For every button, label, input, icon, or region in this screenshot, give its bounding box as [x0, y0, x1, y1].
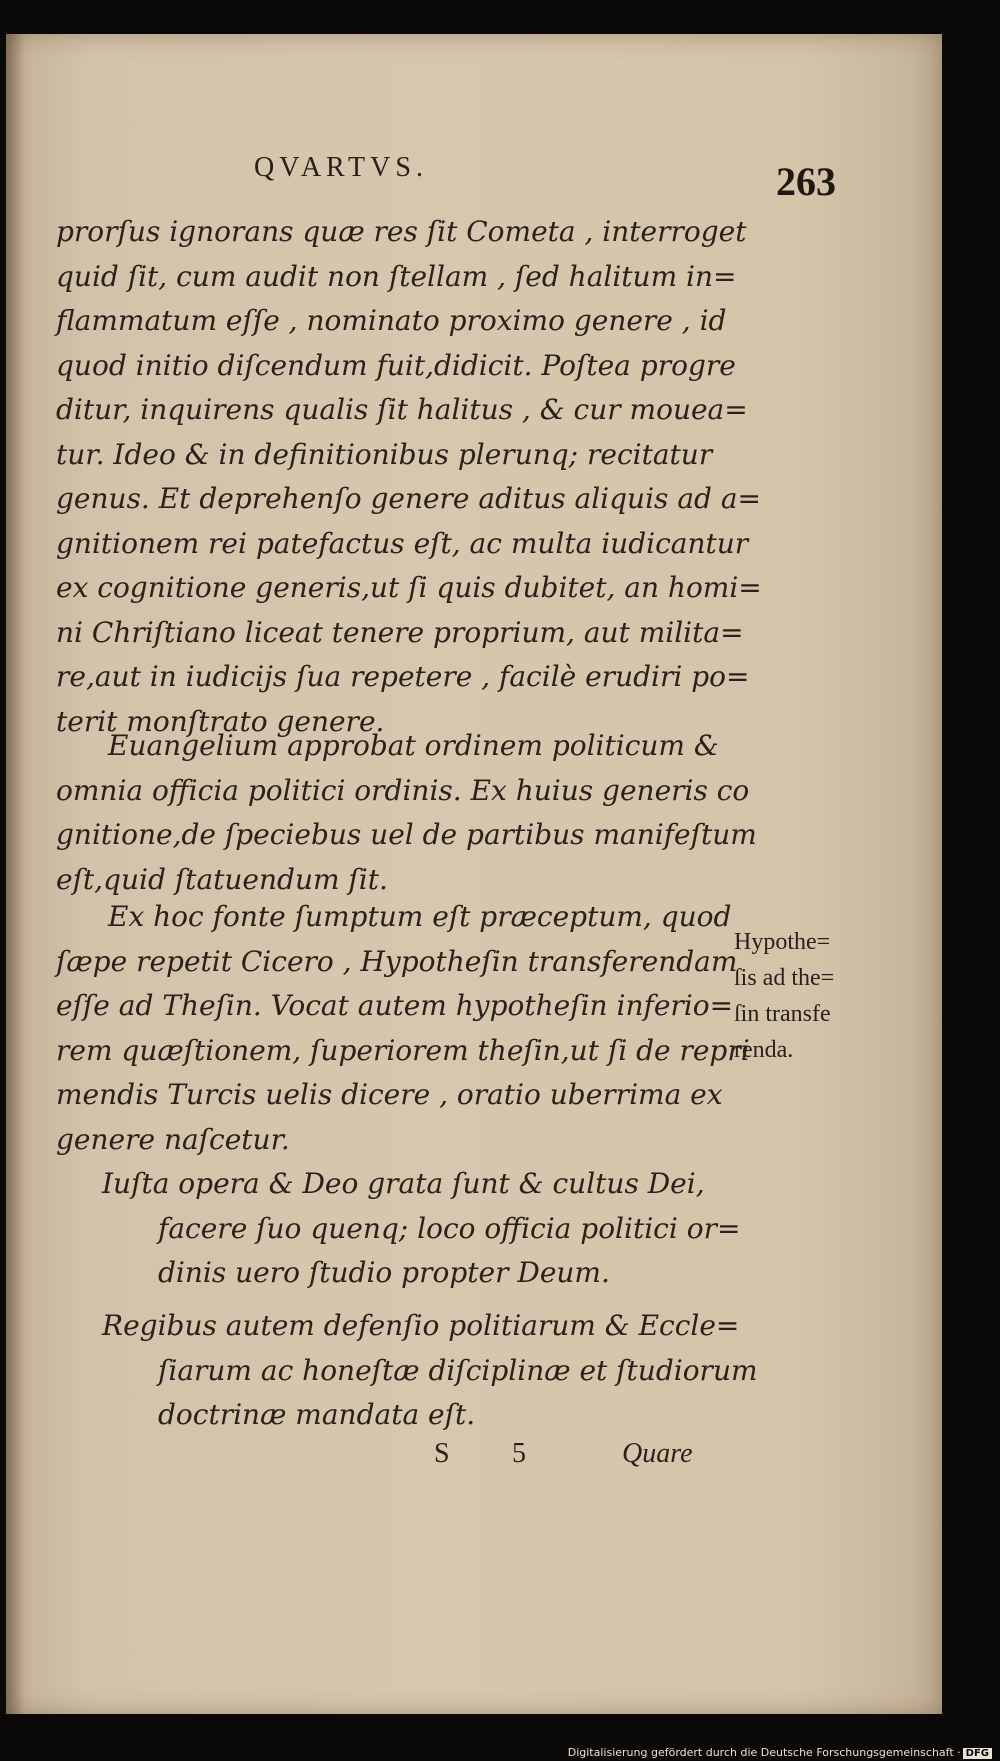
- text-line: Iuſta opera & Deo grata ſunt & cultus Dei,: [102, 1167, 705, 1200]
- text-line: genus. Et deprehenſo genere aditus aliquis ad a=: [56, 482, 761, 515]
- text-line: doctrinæ mandata eſt.: [158, 1398, 476, 1431]
- margin-note-line: ſin transfe: [734, 1001, 831, 1027]
- catchword: Quare: [622, 1438, 693, 1469]
- statement-1: [102, 1162, 782, 1296]
- paragraph-2: [56, 724, 757, 902]
- signature-number: 5: [512, 1438, 526, 1469]
- text-line: dinis uero ſtudio propter Deum.: [158, 1256, 610, 1289]
- text-line: ni Chriſtiano liceat tenere proprium, aut milita=: [56, 615, 744, 649]
- text-line: quod initio diſcendum fuit,didicit. Poſtea progre: [56, 348, 736, 382]
- dfg-logo: DFG: [963, 1748, 992, 1759]
- text-line: eſt,quid ſtatuendum ſit.: [56, 862, 388, 896]
- statement-2: [102, 1304, 782, 1438]
- text-line: genere naſcetur.: [56, 1122, 290, 1156]
- book-page: [6, 34, 942, 1714]
- text-line: terit monſtrato genere.: [56, 704, 385, 738]
- text-line: ditur, inquirens qualis ſit halitus , & cur mouea=: [56, 393, 748, 426]
- text-line: flammatum eſſe , nominato proximo genere , id: [56, 304, 727, 337]
- text-line: gnitione,de ſpeciebus uel de partibus manifeſtum: [56, 818, 757, 851]
- text-line: eſſe ad Theſin. Vocat autem hypotheſin inferio=: [56, 989, 734, 1022]
- text-line: mendis Turcis uelis dicere , oratio uberrima ex: [56, 1078, 723, 1111]
- text-line: gnitionem rei patefactus eſt, ac multa iudicantur: [56, 526, 749, 560]
- signature-letter: S: [434, 1438, 450, 1469]
- text-line: omnia officia politici ordinis. Ex huius generis co: [56, 773, 750, 807]
- digitization-credit: [568, 1746, 992, 1759]
- text-line: Euangelium approbat ordinem politicum &: [108, 729, 719, 762]
- margin-note-line: ſis ad the=: [734, 965, 835, 991]
- text-line: facere ſuo quenq; loco officia politici or=: [158, 1211, 741, 1245]
- text-line: Regibus autem defenſio politiarum & Eccle=: [102, 1309, 740, 1342]
- text-line: tur. Ideo & in definitionibus plerunq; recitatur: [56, 437, 713, 471]
- running-title: QVARTVS.: [254, 152, 428, 183]
- credit-text: Digitalisierung gefördert durch die Deutsche Forschungsgemeinschaft ·: [567, 1746, 961, 1759]
- text-line: ſiarum ac honeſtæ diſciplinæ et ſtudiorum: [158, 1353, 758, 1387]
- margin-note: [734, 924, 884, 1068]
- text-line: rem quæſtionem, ſuperiorem theſin,ut ſi de repri: [56, 1033, 750, 1067]
- text-line: prorſus ignorans quæ res ſit Cometa , interroget: [56, 215, 747, 248]
- catchline: [56, 1438, 736, 1478]
- page-gutter-shadow: [6, 34, 24, 1714]
- paragraph-1: [56, 210, 762, 744]
- text-line: ex cognitione generis,ut ſi quis dubitet, an homi=: [56, 571, 762, 604]
- margin-note-line: Hypothe=: [734, 929, 831, 955]
- text-line: quid ſit, cum audit non ſtellam , ſed halitum in=: [56, 259, 737, 293]
- paragraph-3: [56, 895, 750, 1162]
- text-line: re,aut in iudicijs ſua repetere , facilè erudiri po=: [56, 660, 750, 693]
- text-line: ſæpe repetit Cicero , Hypotheſin transferendam: [56, 944, 738, 978]
- page-number: 263: [776, 159, 836, 204]
- margin-note-line: renda.: [734, 1037, 794, 1063]
- text-line: Ex hoc fonte ſumptum eſt præceptum, quod: [108, 900, 732, 933]
